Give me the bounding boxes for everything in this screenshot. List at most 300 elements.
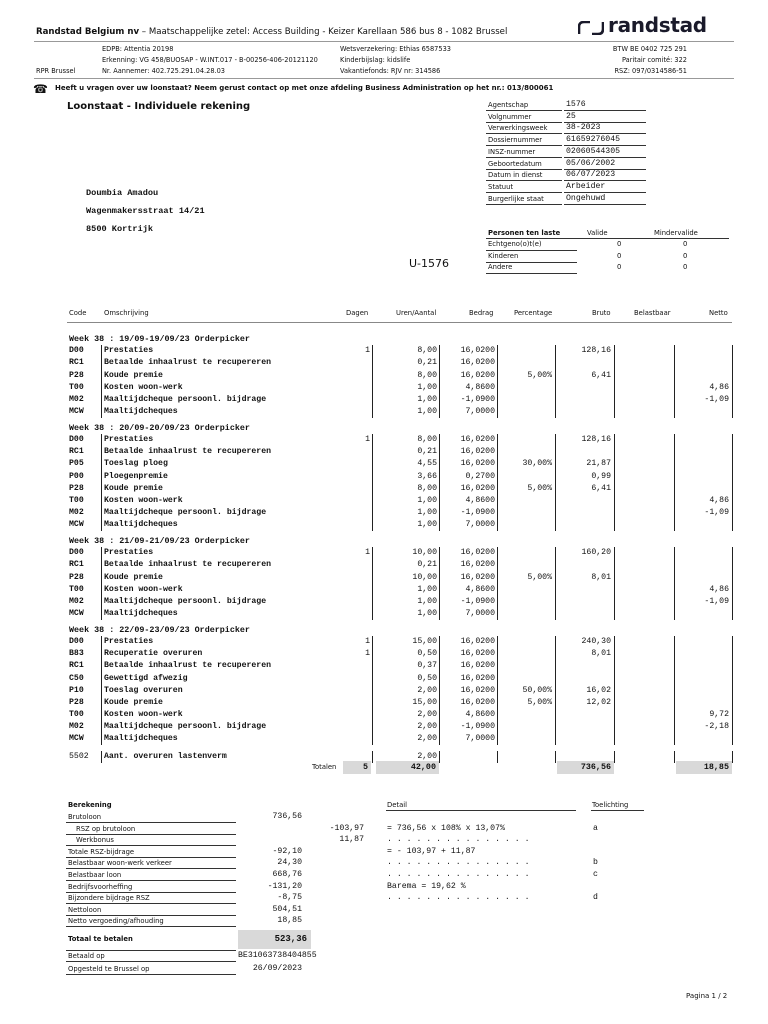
cell-desc: Kosten woon-werk (104, 584, 183, 594)
column-divider (555, 636, 556, 745)
cell-uren: 1,00 (417, 608, 437, 618)
info-row (486, 194, 646, 205)
cell-uren: 1,00 (417, 406, 437, 416)
table-row (0, 459, 768, 471)
table-row (0, 686, 768, 698)
cell-pct: 5,00% (527, 572, 552, 582)
cell-desc: Betaalde inhaalrust te recupereren (104, 447, 272, 457)
calc-row (66, 812, 236, 823)
company-header (36, 27, 507, 37)
header-paritair: Paritair comité: 322 (622, 56, 687, 64)
calc-detail: . . . . . . . . . . . . . . . (387, 870, 530, 879)
week-title: Week 38 : 20/09-20/09/23 Orderpicker (69, 422, 250, 433)
table-row (0, 346, 768, 358)
cell-desc: Prestaties (104, 435, 154, 445)
info-value: 05/06/2002 (566, 158, 616, 168)
drawn-label: Opgesteld te Brussel op (68, 965, 150, 973)
col-code: Code (69, 309, 87, 317)
company-name: Randstad Belgium nv (36, 27, 140, 37)
calc-label: Totale RSZ-bijdrage (68, 847, 135, 856)
cell-code: D00 (69, 346, 84, 356)
berekening-title: Berekening (68, 801, 112, 809)
column-divider (732, 547, 733, 620)
cell-uren: 8,00 (417, 370, 437, 380)
paid-row (66, 951, 236, 962)
column-divider (101, 636, 102, 745)
cell-bedrag: -1,0900 (460, 507, 495, 517)
cell-bedrag: 16,0200 (460, 370, 495, 380)
cell-code: 5502 (69, 752, 89, 762)
column-divider (732, 751, 733, 763)
dependent-mindervalide: 0 (683, 240, 688, 248)
column-divider (439, 636, 440, 745)
calc-note: c (593, 870, 598, 879)
cell-bedrag: 16,0200 (460, 572, 495, 582)
cell-desc: Ploegenpremie (104, 471, 168, 481)
header-edpb: EDPB: Attentia 20198 (102, 45, 174, 53)
cell-bruto: 8,01 (591, 572, 611, 582)
table-row (0, 407, 768, 419)
column-divider (372, 636, 373, 745)
cell-desc: Maaltijdcheques (104, 734, 178, 743)
contact-message: Heeft u vragen over uw loonstaat? Neem gerust contact op met onze afdeling Business Administration op het nr.: 013/800061 (55, 84, 554, 92)
table-row (0, 548, 768, 560)
cell-desc: Maaltijdcheques (104, 519, 178, 529)
dependent-valide: 0 (617, 240, 622, 248)
info-row (486, 112, 646, 123)
info-row (486, 147, 646, 158)
cell-desc: Prestaties (104, 548, 154, 558)
dependent-mindervalide: 0 (683, 251, 688, 260)
info-row (486, 170, 646, 181)
col-belastbaar: Belastbaar (634, 309, 671, 317)
page-title: Loonstaat - Individuele rekening (67, 101, 251, 112)
cell-bedrag: -1,0900 (460, 721, 495, 731)
toelichting-title-divider (591, 810, 644, 811)
calc-row (66, 882, 236, 893)
calc-label: Belastbaar woon-werk verkeer (68, 859, 172, 868)
column-divider (372, 345, 373, 418)
calc-value: -131,20 (267, 881, 302, 891)
column-divider (497, 547, 498, 620)
cell-desc: Recuperatie overuren (104, 649, 203, 659)
column-divider (372, 434, 373, 531)
cell-code: MCW (69, 519, 84, 529)
dependent-label: Echtgeno(o)t(e) (488, 240, 542, 248)
table-row (0, 383, 768, 395)
cell-code: P05 (69, 459, 84, 469)
totals-dagen: 5 (343, 761, 371, 774)
column-divider (372, 751, 373, 763)
header-rsz: RSZ: 097/0314586-51 (614, 67, 687, 75)
column-divider (497, 636, 498, 745)
cell-uren: 15,00 (412, 697, 437, 707)
table-row (0, 674, 768, 686)
column-divider (614, 751, 615, 763)
totals-uren: 42,00 (376, 761, 439, 774)
calc-label: Netto vergoeding/afhouding (68, 917, 164, 926)
calc-row (66, 847, 236, 858)
cell-uren: 2,00 (417, 734, 437, 743)
cell-uren: 1,00 (417, 596, 437, 606)
cell-code: T00 (69, 709, 84, 719)
cell-code: P28 (69, 483, 84, 493)
cell-bruto: 0,99 (591, 471, 611, 481)
col-percentage: Percentage (514, 309, 553, 317)
header-divider-bottom (34, 78, 734, 79)
table-row (0, 609, 768, 621)
cell-uren: 0,50 (417, 673, 437, 683)
column-divider (101, 547, 102, 620)
detail-title: Detail (387, 801, 408, 809)
info-label: Dossiernummer (488, 136, 543, 145)
info-row (486, 182, 646, 193)
info-row (486, 135, 646, 146)
info-label: Agentschap (488, 101, 529, 109)
table-row (0, 597, 768, 609)
cell-code: MCW (69, 608, 84, 618)
phone-icon: ☎ (33, 82, 48, 96)
cell-uren: 0,50 (417, 649, 437, 659)
cell-bedrag: 16,0200 (460, 346, 495, 356)
calc-note: b (593, 858, 598, 868)
table-row (0, 435, 768, 447)
cell-netto: 9,72 (709, 709, 729, 719)
calc-detail: Barema = 19,62 % (387, 881, 466, 891)
cell-bruto: 6,41 (591, 370, 611, 380)
cell-netto: -2,18 (704, 721, 729, 731)
cell-desc: Koude premie (104, 572, 163, 582)
cell-uren: 2,00 (417, 721, 437, 731)
address-street: Wagenmakersstraat 14/21 (86, 206, 205, 216)
cell-bruto: 240,30 (581, 637, 611, 647)
cell-code: RC1 (69, 358, 84, 368)
cell-netto: -1,09 (704, 507, 729, 517)
calc-value: 24,30 (277, 858, 302, 868)
cell-bruto: 128,16 (581, 435, 611, 445)
info-value: 06/07/2023 (566, 170, 616, 180)
cell-bedrag: 16,0200 (460, 637, 495, 647)
dependent-valide: 0 (617, 251, 622, 260)
cell-bruto: 12,02 (586, 697, 611, 707)
calc-subvalue: 11,87 (339, 835, 364, 845)
cell-desc: Toeslag ploeg (104, 459, 168, 469)
cell-desc: Kosten woon-werk (104, 382, 183, 392)
table-row (0, 560, 768, 572)
calc-label: Brutoloon (68, 813, 102, 821)
cell-desc: Betaalde inhaalrust te recupereren (104, 358, 272, 368)
cell-desc: Maaltijdcheque persoonl. bijdrage (104, 394, 267, 404)
cell-bedrag: 7,0000 (465, 734, 495, 743)
info-label: Statuut (488, 182, 514, 191)
column-divider (732, 345, 733, 418)
info-value: 61659276045 (566, 135, 621, 145)
calc-row (66, 870, 236, 881)
dependent-mindervalide: 0 (683, 263, 688, 271)
calc-row (66, 824, 236, 835)
info-label: Volgnummer (488, 112, 532, 121)
column-divider (101, 751, 102, 763)
column-divider (101, 345, 102, 418)
agency-code: U-1576 (409, 257, 450, 270)
cell-uren: 1,00 (417, 394, 437, 404)
cell-uren: 4,55 (417, 459, 437, 469)
cell-bedrag: 7,0000 (465, 406, 495, 416)
info-row (486, 159, 646, 170)
cell-pct: 5,00% (527, 697, 552, 707)
total-to-pay-label: Totaal te betalen (68, 935, 133, 943)
cell-uren: 0,21 (417, 447, 437, 457)
calc-label: Nettoloon (68, 905, 102, 914)
column-divider (497, 345, 498, 418)
cell-uren: 10,00 (412, 572, 437, 582)
cell-code: RC1 (69, 447, 84, 457)
cell-code: T00 (69, 495, 84, 505)
cell-code: MCW (69, 406, 84, 416)
column-divider (614, 547, 615, 620)
total-to-pay-row (66, 934, 236, 945)
drawn-row (66, 964, 236, 975)
toelichting-title: Toelichting (592, 801, 629, 809)
cell-uren: 10,00 (412, 548, 437, 558)
column-divider (439, 434, 440, 531)
cell-bedrag: 7,0000 (465, 608, 495, 618)
cell-netto: -1,09 (704, 394, 729, 404)
calc-value: -92,10 (272, 846, 302, 856)
cell-desc: Betaalde inhaalrust te recupereren (104, 661, 272, 671)
column-divider (732, 434, 733, 531)
calc-note: d (593, 893, 598, 903)
column-divider (614, 636, 615, 745)
info-row (486, 123, 646, 134)
week-title: Week 38 : 21/09-21/09/23 Orderpicker (69, 536, 250, 546)
table-row (0, 395, 768, 407)
header-kinderbijslag: Kinderbijslag: kidslife (340, 56, 411, 64)
cell-uren: 8,00 (417, 435, 437, 445)
cell-dagen: 1 (365, 346, 370, 356)
info-value: 25 (566, 111, 576, 121)
column-divider (555, 751, 556, 763)
address-city: 8500 Kortrijk (86, 224, 154, 234)
cell-uren: 1,00 (417, 507, 437, 517)
table-row (0, 573, 768, 585)
cell-dagen: 1 (365, 649, 370, 659)
table-row (0, 637, 768, 649)
col-omschrijving: Omschrijving (104, 309, 149, 317)
calc-row (66, 905, 236, 916)
cell-uren: 1,00 (417, 519, 437, 529)
info-value: Ongehuwd (566, 193, 606, 203)
col-dagen: Dagen (346, 309, 369, 317)
cell-bedrag: 16,0200 (460, 447, 495, 457)
cell-code: P10 (69, 685, 84, 695)
cell-code: T00 (69, 584, 84, 594)
cell-code: T00 (69, 382, 84, 392)
calc-value: 736,56 (272, 812, 302, 821)
table-row (0, 698, 768, 710)
cell-desc: Koude premie (104, 697, 163, 707)
cell-bedrag: 16,0200 (460, 685, 495, 695)
cell-code: D00 (69, 637, 84, 647)
cell-bedrag: -1,0900 (460, 394, 495, 404)
calc-detail: . . . . . . . . . . . . . . . (387, 893, 530, 903)
cell-code: M02 (69, 394, 84, 404)
cell-uren: 2,00 (417, 752, 437, 762)
info-value: Arbeider (566, 181, 606, 191)
cell-code: P28 (69, 572, 84, 582)
cell-desc: Maaltijdcheques (104, 608, 178, 618)
calc-row (66, 893, 236, 904)
cell-bedrag: 4,8600 (465, 584, 495, 594)
table-row (0, 722, 768, 734)
calc-label: RSZ op brutoloon (76, 824, 136, 833)
calc-value: 668,76 (272, 870, 302, 879)
cell-code: C50 (69, 673, 84, 683)
info-value-underline (564, 112, 646, 123)
cell-code: D00 (69, 435, 84, 445)
cell-desc: Betaalde inhaalrust te recupereren (104, 560, 272, 570)
calc-row (66, 916, 236, 927)
header-vakantiefonds: Vakantiefonds: RJV nr: 314586 (340, 67, 441, 75)
column-divider (497, 751, 498, 763)
cell-uren: 2,00 (417, 709, 437, 719)
column-divider (674, 751, 675, 763)
cell-bruto: 16,02 (586, 685, 611, 695)
calc-detail: . . . . . . . . . . . . . . . (387, 835, 530, 845)
cell-desc: Kosten woon-werk (104, 495, 183, 505)
cell-uren: 1,00 (417, 495, 437, 505)
cell-uren: 8,00 (417, 483, 437, 493)
cell-uren: 0,37 (417, 661, 437, 671)
dependent-row-line (486, 273, 577, 274)
calc-label: Werkbonus (76, 836, 114, 845)
table-row (0, 520, 768, 532)
column-divider (674, 345, 675, 418)
dependents-title: Personen ten laste (488, 229, 561, 237)
cell-uren: 1,00 (417, 584, 437, 594)
table-row (0, 472, 768, 484)
company-address: – Maatschappelijke zetel: Access Building - Keizer Karellaan 586 bus 8 - 1082 Brussel (139, 27, 508, 37)
cell-code: RC1 (69, 560, 84, 570)
col-netto: Netto (709, 309, 728, 317)
cell-desc: Toeslag overuren (104, 685, 183, 695)
column-divider (674, 434, 675, 531)
info-value: 02060544305 (566, 146, 621, 156)
cell-bedrag: 0,2700 (465, 471, 495, 481)
cell-uren: 8,00 (417, 346, 437, 356)
column-divider (439, 345, 440, 418)
table-row (0, 484, 768, 496)
dependents-col-valide: Valide (587, 229, 608, 237)
cell-bedrag: 16,0200 (460, 483, 495, 493)
calc-note: a (593, 823, 598, 833)
info-label: Datum in dienst (488, 171, 543, 180)
dependent-valide: 0 (617, 263, 622, 271)
calc-label: Bijzondere bijdrage RSZ (68, 894, 150, 903)
calc-value: 18,85 (277, 916, 302, 926)
header-rpr: RPR Brussel (36, 67, 76, 75)
header-divider (34, 41, 734, 42)
cell-bedrag: 16,0200 (460, 459, 495, 469)
calc-label: Bedrijfsvoorheffing (68, 882, 133, 891)
cell-desc: Prestaties (104, 346, 154, 356)
randstad-logo-icon (578, 21, 604, 35)
column-divider (101, 434, 102, 531)
cell-dagen: 1 (365, 548, 370, 558)
calc-value: -8,75 (277, 893, 302, 903)
cell-bedrag: 16,0200 (460, 673, 495, 683)
col-bedrag: Bedrag (469, 309, 494, 317)
cell-bruto: 6,41 (591, 483, 611, 493)
header-erkenning: Erkenning: VG 458/BUOSAP - W.INT.017 - B-00256-406-20121120 (102, 56, 318, 64)
cell-bedrag: 16,0200 (460, 661, 495, 671)
cell-bedrag: 4,8600 (465, 382, 495, 392)
cell-bedrag: 16,0200 (460, 697, 495, 707)
cell-code: P28 (69, 370, 84, 380)
cell-bedrag: 16,0200 (460, 358, 495, 368)
cell-bedrag: -1,0900 (460, 596, 495, 606)
column-divider (555, 547, 556, 620)
calc-detail: = 736,56 x 108% x 13,07% (387, 823, 505, 833)
page-number: Pagina 1 / 2 (686, 992, 728, 1000)
detail-title-divider (386, 810, 576, 811)
cell-desc: Maaltijdcheque persoonl. bijdrage (104, 596, 267, 606)
column-divider (674, 636, 675, 745)
logo-text: randstad (608, 13, 707, 37)
calc-label: Belastbaar loon (68, 871, 122, 879)
calc-detail: . . . . . . . . . . . . . . . (387, 858, 530, 868)
table-row (0, 661, 768, 673)
table-header-divider (67, 322, 732, 323)
cell-bedrag: 16,0200 (460, 560, 495, 570)
address-name: Doumbia Amadou (86, 188, 159, 198)
cell-netto: 4,86 (709, 382, 729, 392)
info-label: Verwerkingsweek (488, 124, 548, 133)
column-divider (732, 636, 733, 745)
cell-bedrag: 4,8600 (465, 495, 495, 505)
total-to-pay-value: 523,36 (238, 930, 311, 949)
cell-desc: Maaltijdcheque persoonl. bijdrage (104, 721, 267, 731)
cell-desc: Koude premie (104, 483, 163, 493)
info-value: 38-2023 (566, 123, 601, 133)
table-row (0, 508, 768, 520)
cell-bruto: 21,87 (586, 459, 611, 469)
column-divider (555, 434, 556, 531)
dependents-col-mindervalide: Mindervalide (654, 229, 698, 237)
cell-bedrag: 16,0200 (460, 435, 495, 445)
cell-bruto: 8,01 (591, 649, 611, 659)
cell-netto: 4,86 (709, 584, 729, 594)
cell-code: B83 (69, 649, 84, 659)
cell-bruto: 160,20 (581, 548, 611, 558)
col-uren: Uren/Aantal (396, 309, 437, 317)
calc-row (66, 858, 236, 869)
dependents-divider (486, 238, 729, 239)
cell-pct: 5,00% (527, 483, 552, 493)
table-row (0, 734, 768, 746)
week-title: Week 38 : 22/09-23/09/23 Orderpicker (69, 624, 250, 635)
paid-label: Betaald op (68, 952, 105, 960)
info-row (486, 100, 646, 111)
cell-desc: Prestaties (104, 637, 154, 647)
cell-code: MCW (69, 734, 84, 743)
table-row (0, 585, 768, 597)
calc-detail: = - 103,97 + 11,87 (387, 846, 476, 856)
column-divider (674, 547, 675, 620)
column-divider (439, 751, 440, 763)
cell-uren: 3,66 (417, 471, 437, 481)
info-value: 1576 (566, 100, 586, 109)
